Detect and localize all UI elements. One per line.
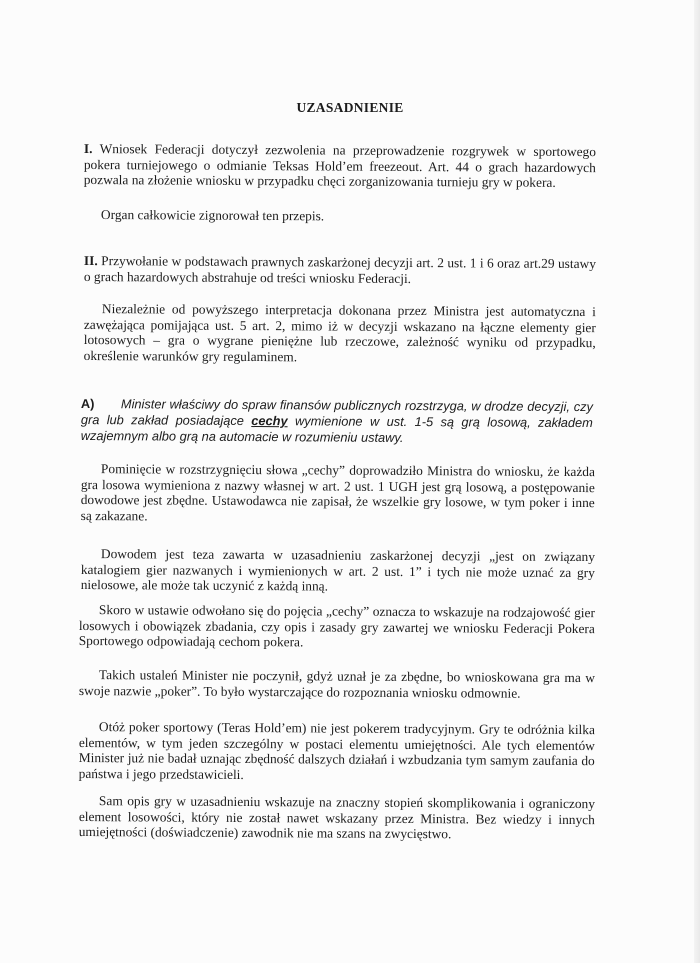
section-a-quote — [81, 396, 593, 447]
section-a-label: A) — [80, 396, 95, 412]
section-1-text: Wniosek Federacji dotyczył zezwolenia na przeprowadzenie rozgrywek w sportowego pokera turniejowego o odmianie Teksas Hold’em freezeout. Art. 44 o grach hazardowych pozwala na złożenie wniosku w przypadku chęci zorganizowania turnieju gry w pokera. — [83, 141, 596, 190]
section-2-text: Przywołanie w podstawach prawnych zaskarżonej decyzji art. 2 ust. 1 i 6 oraz art.29 ustawy o grach hazardowych abstrahuje od treści wniosku Federacji. — [83, 253, 596, 286]
body-paragraph-6: Sam opis gry w uzasadnieniu wskazuje na znaczny stopień skomplikowania i ograniczony element losowości, który nie został nawet wskazany przez Ministra. Bez wiedzy i innych umiejętności (doświadczenie) zawodnik nie ma szans na zwycięstwo. — [78, 793, 595, 842]
body-paragraph-1: Pominięcie w rozstrzygnięciu słowa „cechy” doprowadziło Ministra do wniosku, że każda gra losowa wymieniona z nazwy własnej w art. 2 ust. 1 UGH jest grą losową, a postępowanie dowodowe jest zbędne. Ustawodawca nie zapisał, że wszelkie gry losowe, w tym poker i inne są zakazane. — [80, 461, 595, 523]
section-1-followup: Organ całkowicie zignorował ten przepis. — [100, 207, 325, 224]
scan-edge-shadow — [694, 0, 700, 963]
body-paragraph-4: Takich ustaleń Minister nie poczynił, gdyż uznał je za zbędne, bo wnioskowana gra ma w swoje nazwie „poker”. To było wystarczające do rozpoznania wniosku odmownie. — [78, 667, 595, 701]
section-2-paragraph — [84, 253, 596, 287]
section-1-paragraph — [84, 141, 596, 191]
section-1-numeral: I. — [83, 141, 93, 157]
section-2-followup: Niezależnie od powyższego interpretacja dokonana przez Ministra jest automatyczna i zawężająca pomijająca ust. 5 art. 2, mimo iż w decyzji wskazano na łączne elementy gier lotosowych – gra o wygrane pieniężne lub rzeczowe, zależność wyniku od przypadku, określenie warunków gry regulaminem. — [83, 301, 596, 364]
section-a-emphasis: cechy — [251, 413, 288, 429]
body-paragraph-3: Skoro w ustawie odwołano się do pojęcia „cechy” oznacza to wskazuje na rodzajowość gier losowych i obowiązek zbadania, czy opis i zasady gry zawartej we wniosku Federacji Pokera Sportowego odpowiadają cechom pokera. — [78, 602, 595, 650]
section-a-text-after: wymienione w ust. 1-5 są grą losową, zakładem wzajemnym albo grą na automacie w rozumieniu ustawy. — [80, 413, 593, 445]
document-title: UZASADNIENIE — [296, 100, 404, 115]
body-paragraph-5: Otóż poker sportowy (Teras Hold’em) nie jest pokerem tradycyjnym. Gry te odróżnia kilka elementów, w tym jeden szczególny w postaci elementu umiejętności. Ale tych elementów Minister już nie badał uznając zbędność dalszych działań i wzbudzania tym samym zaufania do państwa i jego przedstawicieli. — [78, 719, 595, 782]
body-paragraph-2: Dowodem jest teza zawarta w uzasadnieniu zaskarżonej decyzji „jest on związany katalogiem gier nazwanych i wymienionych w art. 2 ust. 1” i tych nie może uznać za gry nielosowe, ale może tak uczynić z każdą inną. — [80, 546, 595, 594]
section-a-text-before: Minister właściwy do spraw finansów publicznych rozstrzyga, w drodze decyzji, czy gra lub zakład posiadające — [80, 396, 593, 428]
section-2-numeral: II. — [83, 253, 98, 269]
